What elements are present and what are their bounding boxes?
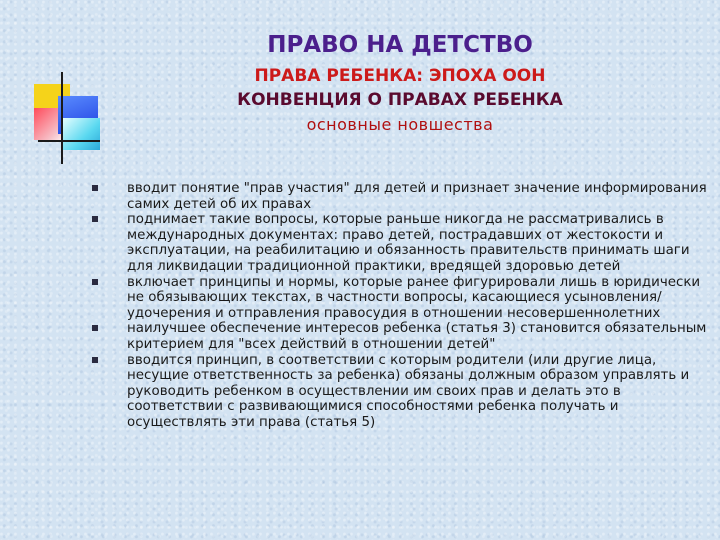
slide-subtitle-era: ПРАВА РЕБЕНКА: ЭПОХА ООН	[254, 66, 546, 86]
list-item-text: поднимает такие вопросы, которые раньше никогда не рассматривались в международных документах: право детей, пострадавших от жестокости и эксплуатации, на реабилитацию и обязанность правительств принимать шаги для ликвидации традиционной практики, вредящей здоровью детей	[127, 212, 690, 274]
list-item	[92, 181, 707, 212]
bullet-list	[92, 181, 707, 431]
square-bullet-icon	[92, 325, 98, 331]
square-bullet-icon	[92, 185, 98, 191]
slide-subtitle-innovations: основные новшества	[306, 115, 494, 134]
horizontal-line	[38, 140, 100, 142]
list-item-text: наилучшее обеспечение интересов ребенка (статья 3) становится обязательным критерием для "всех действий в отношении детей"	[127, 321, 707, 352]
square-bullet-icon	[92, 357, 98, 363]
list-item-text: включает принципы и нормы, которые ранее фигурировали лишь в юридически не обязывающих текстах, в частности вопросы, касающиеся усыновления/удочерения и отправления правосудия в отношении несовершеннолетних	[127, 274, 701, 321]
list-item-text: вводится принцип, в соответствии с которым родители (или другие лица, несущие ответственность за ребенка) обязаны должным образом управлять и руководить ребенком в осуществлении им своих прав и делать это в соответствии с развивающимися способностями ребенка получать и осуществлять эти права (статья 5)	[127, 352, 690, 430]
slide-subtitle-convention: КОНВЕНЦИЯ О ПРАВАХ РЕБЕНКА	[237, 90, 563, 110]
list-item-text: вводит понятие "прав участия" для детей и признает значение информирования самих детей об их правах	[127, 181, 707, 212]
square-bullet-icon	[92, 279, 98, 285]
list-item	[92, 275, 707, 322]
square-bullet-icon	[92, 216, 98, 222]
list-item	[92, 353, 707, 431]
slide-title: ПРАВО НА ДЕТСТВО	[267, 32, 533, 58]
list-item	[92, 321, 707, 352]
list-item	[92, 212, 707, 274]
